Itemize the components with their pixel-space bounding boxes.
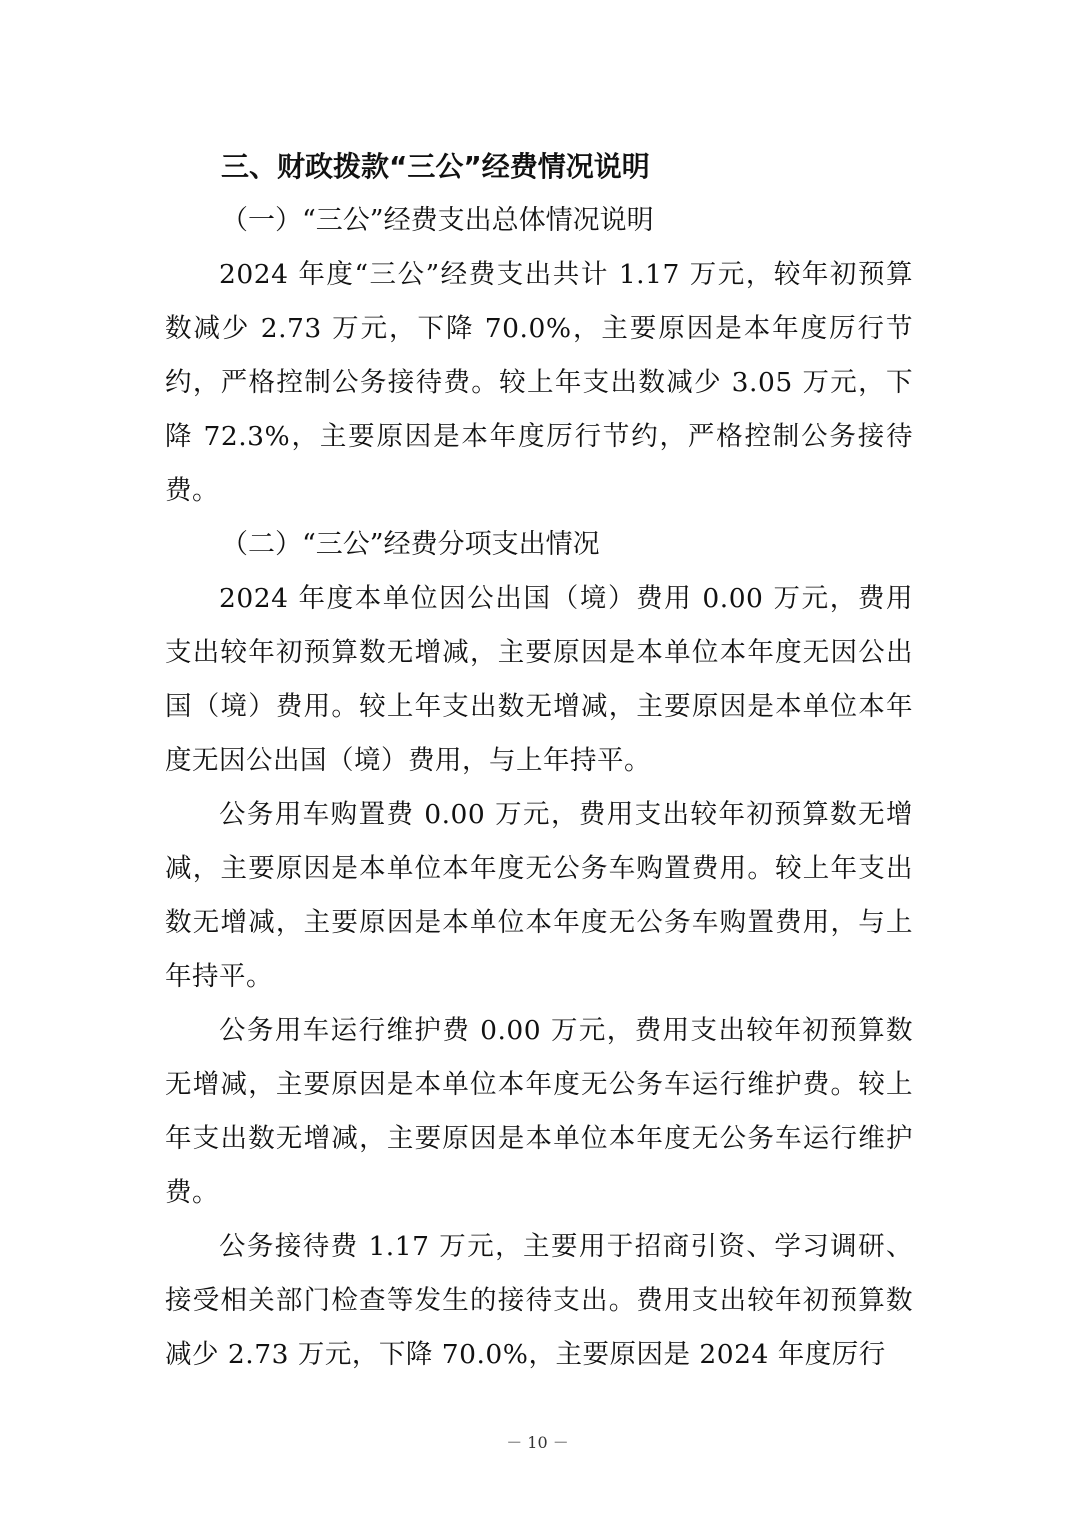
page-number: － 10 －	[506, 1433, 569, 1452]
paragraph-vehicle-maintenance: 公务用车运行维护费 0.00 万元，费用支出较年初预算数无增减，主要原因是本单位本年度无公务车运行维护费。较上年支出数无增减，主要原因是本单位本年度无公务车运行维护费。	[165, 1015, 913, 1208]
paragraph-overseas-travel: 2024 年度本单位因公出国（境）费用 0.00 万元，费用支出较年初预算数无增减，主要原因是本单位本年度无因公出国（境）费用。较上年支出数无增减，主要原因是本单位本年度无因公出国（境）费用，与上年持平。	[165, 583, 913, 776]
paragraph-vehicle-purchase: 公务用车购置费 0.00 万元，费用支出较年初预算数无增减，主要原因是本单位本年度无公务车购置费用。较上年支出数无增减，主要原因是本单位本年度无公务车购置费用，与上年持平。	[165, 799, 913, 992]
subsection-title-overall: （一）“三公”经费支出总体情况说明	[221, 205, 654, 236]
section-title: 三、财政拨款“三公”经费情况说明	[221, 150, 650, 183]
paragraph-overall-expenditure: 2024 年度“三公”经费支出共计 1.17 万元，较年初预算数减少 2.73 万元，下降 70.0%，主要原因是本年度厉行节约，严格控制公务接待费。较上年支出数减少 3.05 万元，下降 72.3%，主要原因是本年度厉行节约，严格控制公务接待费。	[165, 259, 913, 506]
subsection-title-itemized: （二）“三公”经费分项支出情况	[221, 529, 600, 560]
paragraph-reception-expense: 公务接待费 1.17 万元，主要用于招商引资、学习调研、接受相关部门检查等发生的接待支出。费用支出较年初预算数减少 2.73 万元，下降 70.0%，主要原因是 2024 年度厉行	[165, 1231, 913, 1370]
document-body	[165, 140, 913, 1382]
